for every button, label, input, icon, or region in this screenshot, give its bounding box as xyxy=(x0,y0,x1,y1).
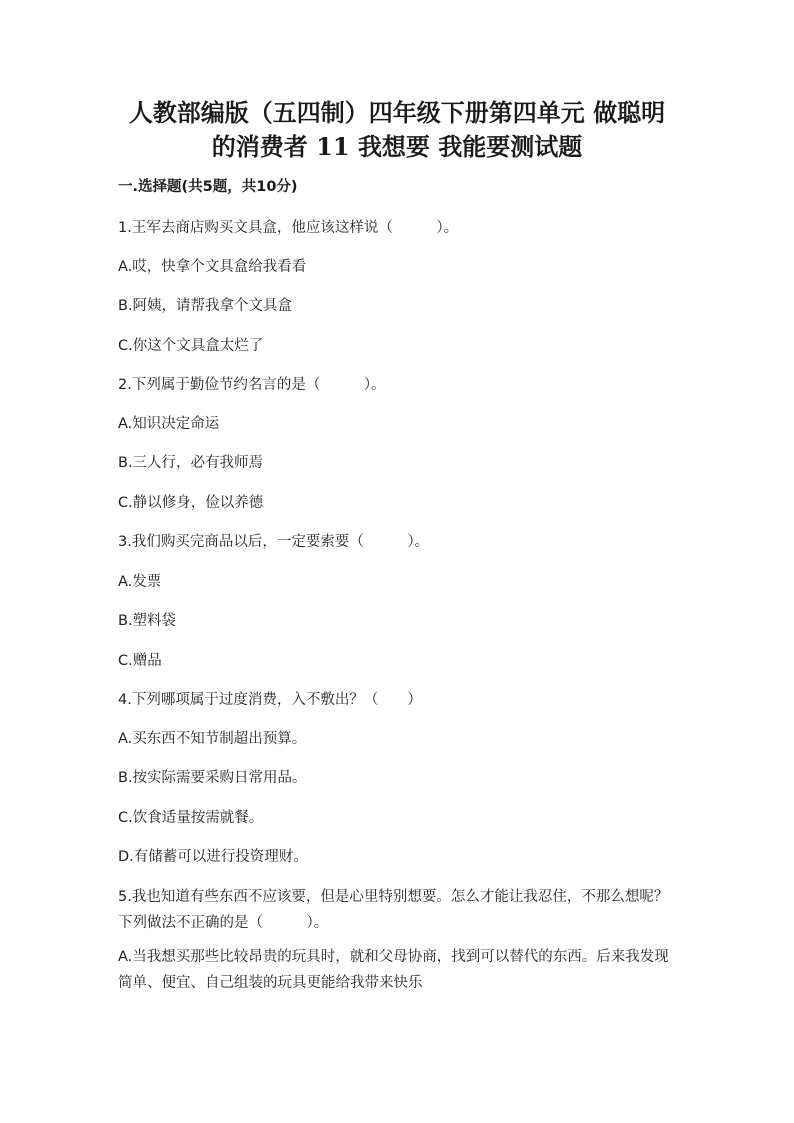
question-4-option-a: A.买东西不知节制超出预算。 xyxy=(118,731,307,747)
question-2-option-c: C.静以修身，俭以养德 xyxy=(118,495,264,511)
question-1-option-a: A.哎，快拿个文具盒给我看看 xyxy=(118,259,307,275)
question-1-option-c: C.你这个文具盒太烂了 xyxy=(118,338,264,354)
question-3-option-b: B.塑料袋 xyxy=(118,613,177,629)
question-2-stem: 2.下列属于勤俭节约名言的是（ ）。 xyxy=(118,377,386,393)
question-5-option-a: A.当我想买那些比较昂贵的玩具时，就和父母协商，找到可以替代的东西。后来我发现简单、便宜、自己组装的玩具更能给我带来快乐 xyxy=(118,949,669,991)
title-line-2: 的消费者 11 我想要 我能要测试题 xyxy=(211,132,583,161)
question-4-option-c: C.饮食适量按需就餐。 xyxy=(118,810,264,826)
question-1-stem: 1.王军去商店购买文具盒，他应该这样说（ ）。 xyxy=(118,220,459,236)
section-heading: 一.选择题(共5题，共10分) xyxy=(118,179,298,195)
question-3-option-a: A.发票 xyxy=(118,574,162,590)
question-4-option-d: D.有储蓄可以进行投资理财。 xyxy=(118,849,308,865)
question-1-option-b: B.阿姨，请帮我拿个文具盒 xyxy=(118,298,293,314)
title-line-1: 人教部编版（五四制）四年级下册第四单元 做聪明 xyxy=(128,98,666,127)
question-5-stem: 5.我也知道有些东西不应该要，但是心里特别想要。怎么才能让我忍住，不那么想呢？下列做法不正确的是（ ）。 xyxy=(118,889,669,931)
question-2-option-a: A.知识决定命运 xyxy=(118,416,220,432)
question-3-option-c: C.赠品 xyxy=(118,653,162,669)
document-title xyxy=(100,96,694,164)
question-2-option-b: B.三人行，必有我师焉 xyxy=(118,455,264,471)
question-4-stem: 4.下列哪项属于过度消费，入不敷出？（ ） xyxy=(118,692,422,708)
question-4-option-b: B.按实际需要采购日常用品。 xyxy=(118,770,307,786)
question-3-stem: 3.我们购买完商品以后，一定要索要（ ）。 xyxy=(118,534,430,550)
